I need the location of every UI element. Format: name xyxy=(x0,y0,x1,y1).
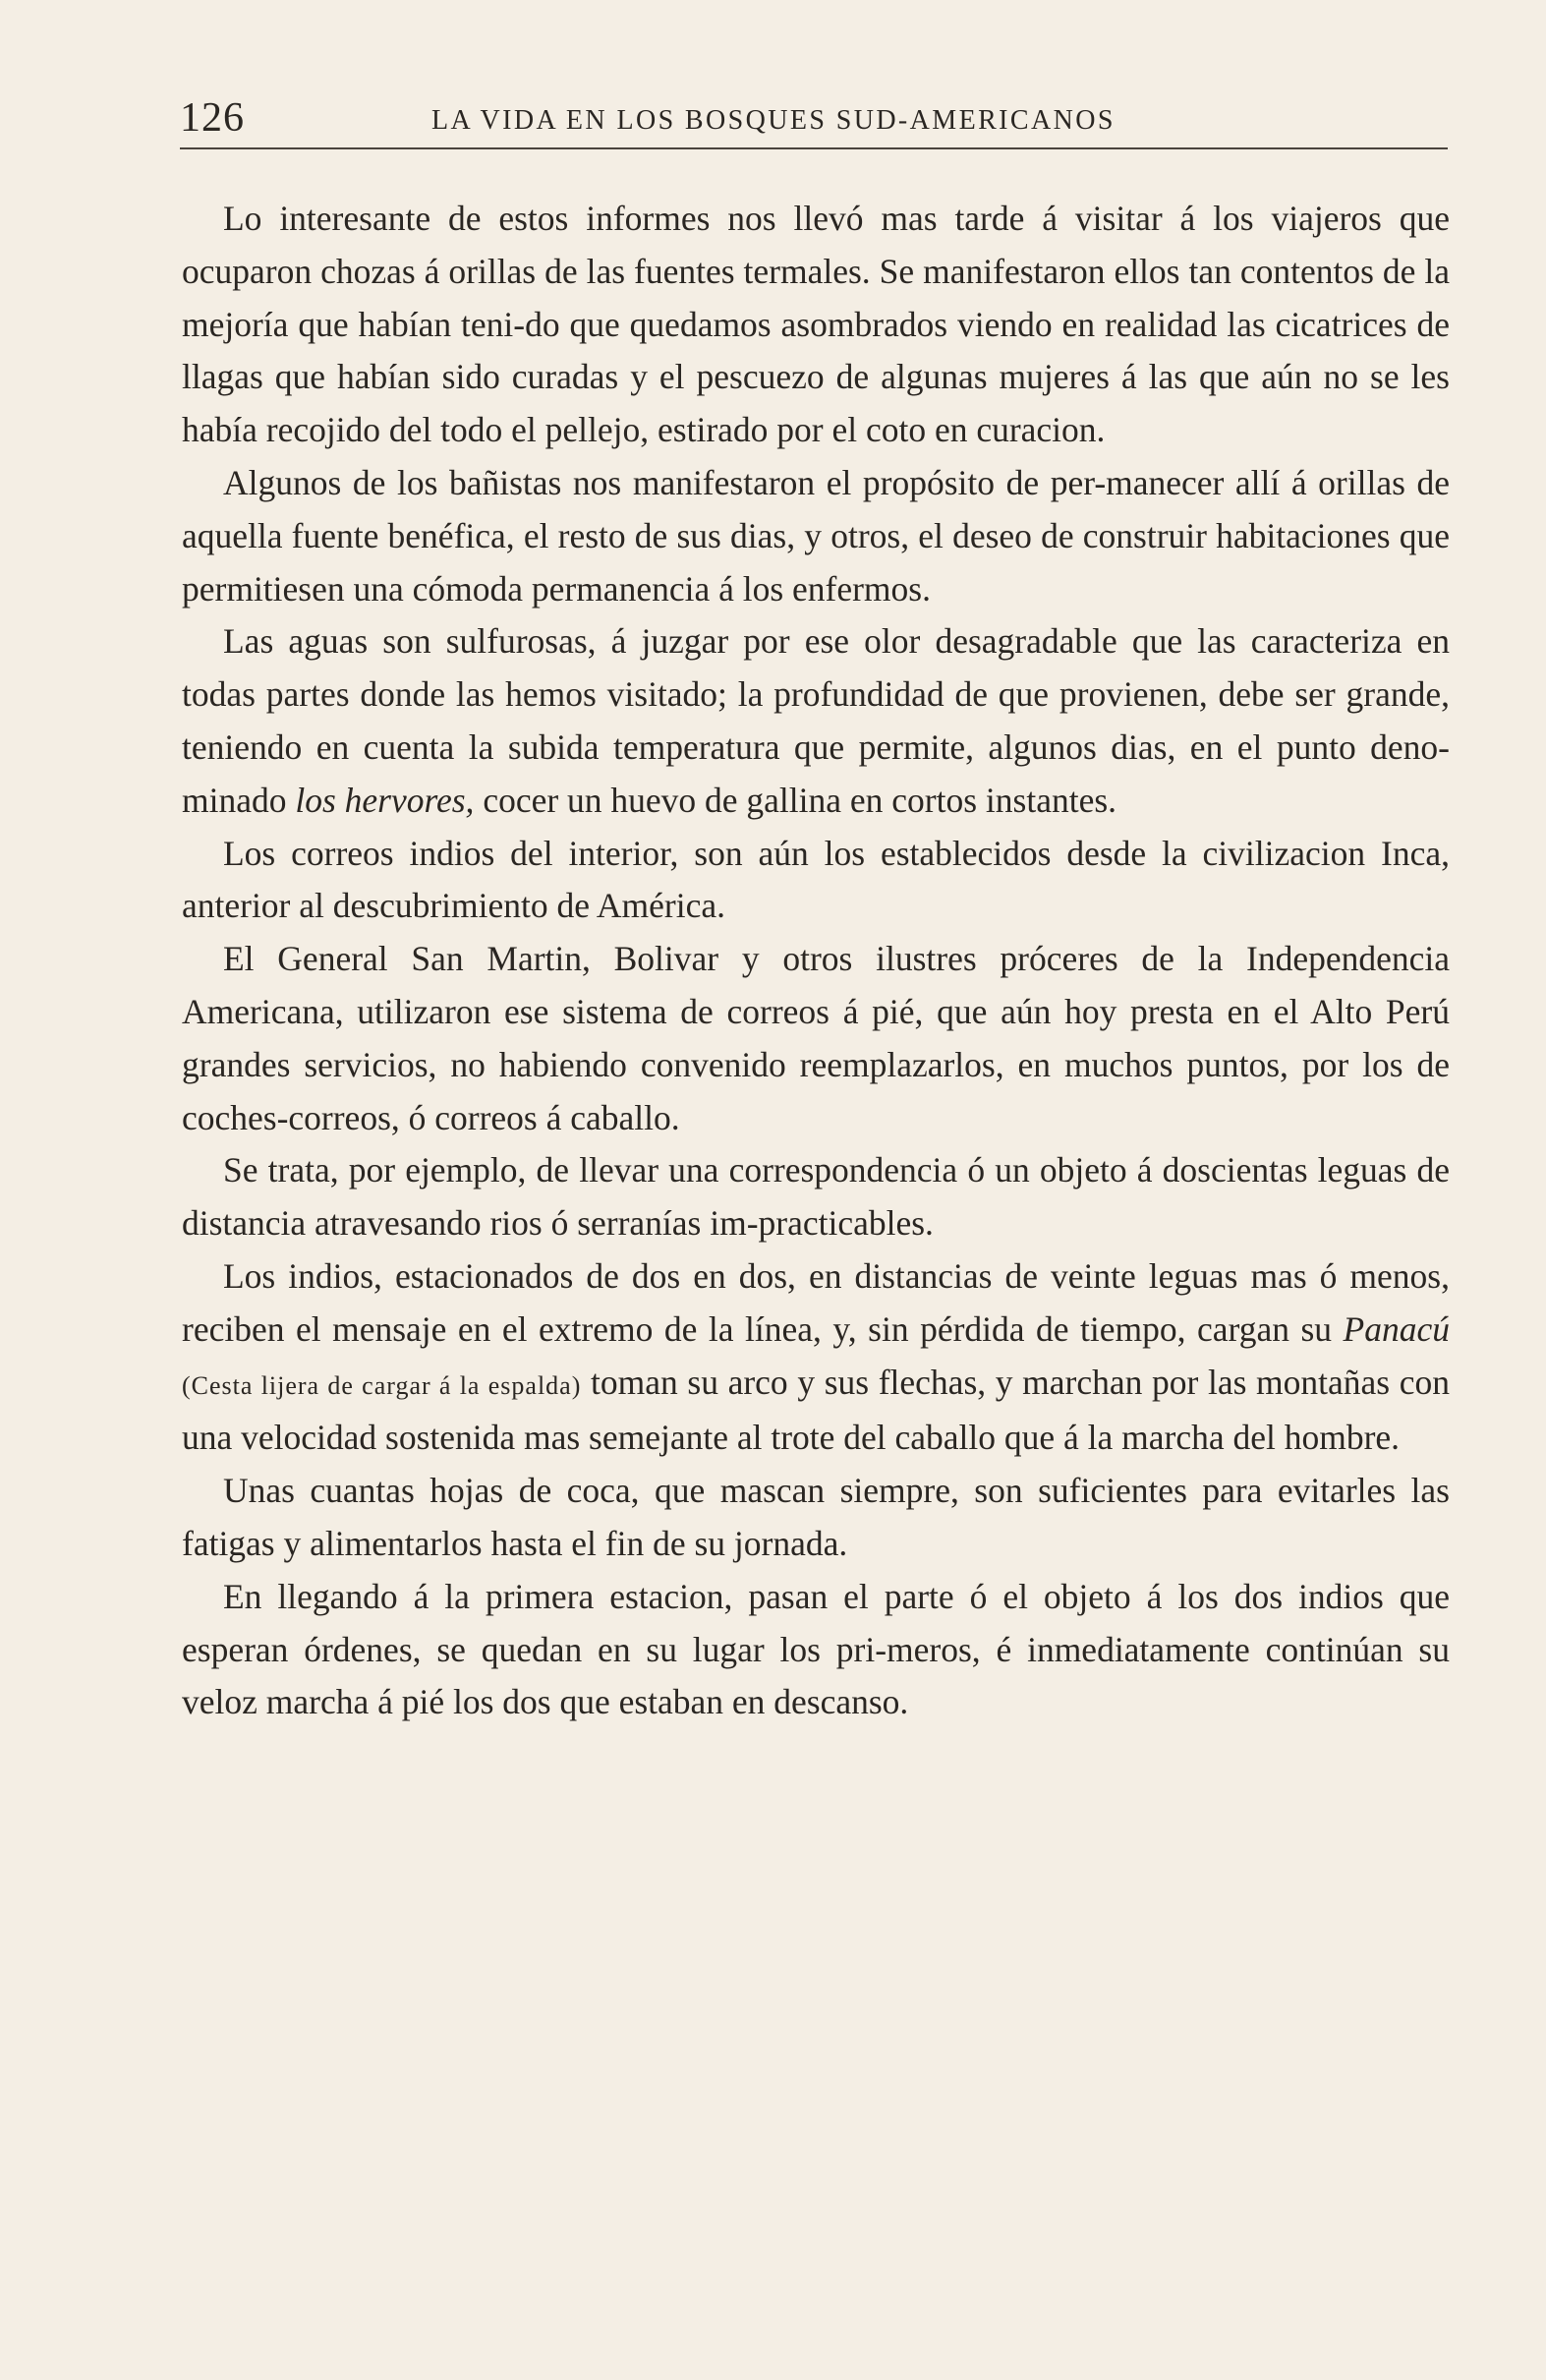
paragraph-text: toman su arco y sus flechas, y marchan por las montañas con una velocidad sostenida mas semejante al trote del caballo que á la marcha del hombre. xyxy=(182,1362,1451,1458)
running-title: LA VIDA EN LOS BOSQUES SUD-AMERICANOS xyxy=(431,105,1116,136)
italic-term: los hervores, xyxy=(295,780,475,820)
paragraph: Se trata, por ejemplo, de llevar una correspondencia ó un objeto á doscientas leguas de distancia atravesando rios ó serranías im-practicables. xyxy=(182,1150,1450,1244)
inline-note: (Cesta lijera de cargar á la espalda) xyxy=(182,1370,582,1400)
paragraph-text: Los indios, estacionados de dos en dos, en distancias de veinte leguas mas ó menos, reciben el mensaje en el extremo de la línea, y, sin pérdida de tiempo, cargan su xyxy=(182,1255,1450,1349)
paragraph xyxy=(182,1250,1450,1465)
paragraph: El General San Martin, Bolivar y otros ilustres próceres de la Independencia Americana, utilizaron ese sistema de correos á pié, que aún hoy presta en el Alto Perú grandes servicios, no habiendo convenido reemplazarlos, en muchos puntos, por los de coches-correos, ó correos á caballo. xyxy=(182,939,1450,1137)
body-text xyxy=(182,193,1450,1729)
paragraph: Los correos indios del interior, son aún los establecidos desde la civilizacion Inca, anterior al descubrimiento de América. xyxy=(182,833,1450,926)
page-header xyxy=(180,90,1448,145)
paragraph xyxy=(182,615,1450,827)
paragraph-text: cocer un huevo de gallina en cortos instantes. xyxy=(474,780,1117,820)
paragraph-text: Las aguas son sulfurosas, á juzgar por ese olor desagradable que las caracteriza en todas partes donde las hemos visitado; la profundidad de que provienen, debe ser grande, teniendo en cuenta la subida temperatura que permite, algunos dias, en el punto deno-minado xyxy=(182,621,1450,820)
page-number: 126 xyxy=(180,95,245,141)
italic-term: Panacú xyxy=(1343,1308,1450,1349)
paragraph: Unas cuantas hojas de coca, que mascan siempre, son suficientes para evitarles las fatigas y alimentarlos hasta el fin de su jornada. xyxy=(182,1471,1450,1563)
header-rule xyxy=(180,147,1448,149)
paragraph: Lo interesante de estos informes nos llevó mas tarde á visitar á los viajeros que ocuparon chozas á orillas de las fuentes termales. Se manifestaron ellos tan contentos de la mejoría que habían teni-do que quedamos asombrados viendo en realidad las cicatrices de llagas que habían sido curadas y el pescuezo de algunas mujeres á las que aún no se les había recojido del todo el pellejo, estirado por el coto en curacion. xyxy=(182,199,1450,450)
paragraph: En llegando á la primera estacion, pasan el parte ó el objeto á los dos indios que esperan órdenes, se quedan en su lugar los pri-meros, é inmediatamente continúan su veloz marcha á pié los dos que estaban en descanso. xyxy=(182,1576,1450,1722)
paragraph: Algunos de los bañistas nos manifestaron el propósito de per-manecer allí á orillas de aquella fuente benéfica, el resto de sus dias, y otros, el deseo de construir habitaciones que permitiesen una cómoda permanencia á los enfermos. xyxy=(182,462,1450,609)
